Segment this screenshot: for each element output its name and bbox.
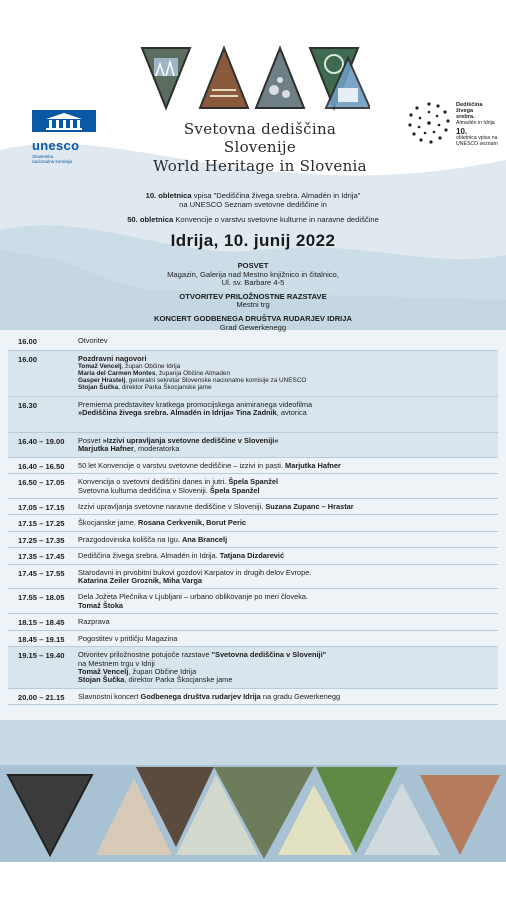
- schedule-row: [8, 614, 498, 630]
- schedule-line: Starodavni in prvobitni bukovi gozdovi Karpatov in drugih delov Evrope.: [78, 567, 312, 577]
- schedule-row: [8, 397, 498, 433]
- schedule-row: [8, 631, 498, 647]
- schedule-line: Dediščina živega srebra. Almadén in Idrija. Tatjana Dizdarević: [78, 551, 285, 561]
- schedule-time: 17.55 – 18.05: [18, 593, 65, 603]
- schedule-time: 17.05 – 17.15: [18, 503, 65, 513]
- schedule-description: [78, 631, 498, 646]
- schedule-description: [78, 433, 498, 457]
- schedule-row: [8, 589, 498, 614]
- schedule-line: Pogostitev v pritličju Magazina: [78, 633, 178, 643]
- schedule-line: Konvencija o svetovni dediščini danes in jutri. Špela Spanžel: [78, 477, 279, 487]
- intro-rest-3: Konvencije o varstvu svetovne kulturne in naravne dediščine: [173, 214, 379, 224]
- event-1-line-2: Ul. sv. Barbare 4-5: [221, 278, 285, 288]
- schedule-time: 19.15 – 19.40: [18, 651, 65, 661]
- page-title: Idrija, 10. junij 2022: [170, 231, 336, 250]
- unesco-temple-icon: [32, 110, 96, 132]
- schedule-line: Katarina Zeiler Groznik, Miha Varga: [78, 576, 203, 586]
- schedule-line: Dela Jožeta Plečnika v Ljubljani – urbano oblikovanje po meri človeka.: [78, 592, 309, 602]
- schedule-time: 18.15 – 18.45: [18, 618, 65, 628]
- intro-line-2: na UNESCO Seznam svetovne dediščine in: [179, 199, 327, 209]
- unesco-logo: [32, 110, 102, 165]
- schedule-description: [78, 397, 498, 432]
- schedule-time: 17.15 – 17.25: [18, 519, 65, 529]
- schedule-description: [78, 351, 498, 396]
- logo-title-sl: Svetovna dediščina Slovenije: [183, 120, 337, 156]
- logo-title-en: World Heritage in Slovenia: [153, 157, 367, 175]
- event-1-heading: POSVET: [237, 261, 269, 270]
- mercury-heritage-text: [456, 102, 506, 147]
- event-1-line-1: Magazin, Galerija nad Mestno knjižnico in čitalnico,: [167, 269, 339, 279]
- schedule-time: 16.00: [18, 355, 38, 364]
- schedule-time: 16.00: [18, 337, 38, 346]
- schedule-description: [78, 458, 498, 473]
- whs-line-5: obletnica vpisa na: [456, 135, 498, 141]
- schedule-row: [8, 532, 498, 548]
- whs-line-4: Almadén in Idrija: [456, 120, 495, 126]
- intro-line-3: [0, 216, 506, 225]
- schedule-line: Prazgodovinska kolišča na Igu. Ana Brancelj: [78, 534, 228, 544]
- triangle-caves-icon: [142, 48, 190, 108]
- schedule-description: [78, 532, 498, 547]
- schedule-description: [78, 614, 498, 629]
- schedule-description: [78, 689, 498, 704]
- whs-line-2: živega: [456, 108, 474, 114]
- schedule-description: [78, 589, 498, 613]
- event-2-line-1: Mestni trg: [236, 300, 270, 310]
- schedule-time: 16.30: [18, 401, 38, 410]
- schedule-row: [8, 647, 498, 689]
- schedule-description: [78, 647, 498, 688]
- schedule-time: 16.40 – 19.00: [18, 437, 65, 446]
- schedule-line: Pozdravni nagovori: [78, 354, 147, 363]
- schedule-line: Stojan Šučka, direktor Parka Škocjanske jame: [78, 675, 233, 685]
- schedule-line: Razprava: [78, 617, 110, 627]
- triangle-mercury-icon: [256, 48, 304, 108]
- schedule-row: [8, 689, 498, 705]
- schedule-line: Svetovna kulturna dediščina v Sloveniji. Špela Spanžel: [78, 485, 260, 495]
- schedule-row: [8, 333, 498, 351]
- schedule-line: Izzivi upravljanja svetovne naravne dediščine v Sloveniji. Suzana Zupanc – Hrastar: [78, 502, 354, 512]
- intro-bold-3: 50. obletnica: [127, 214, 174, 224]
- schedule-speaker: Tomaž Vencelj, župan Občine Idrija: [78, 363, 181, 371]
- schedule-line: Premierna predstavitev kratkega promocijskega animiranega videofilma: [78, 400, 313, 409]
- unesco-subtitle: [32, 154, 102, 165]
- schedule-line: Otvoritev: [78, 336, 108, 345]
- unesco-sub-2: nacionalna komisija: [32, 159, 73, 165]
- schedule-description: [78, 515, 498, 530]
- schedule-description: [78, 548, 498, 563]
- schedule-speaker: Gasper Hrastelj, generalni sekretar Slovenske nacionalne komisije za UNESCO: [78, 377, 307, 385]
- event-3-line-1: Grad Gewerkenegg: [219, 322, 287, 332]
- schedule-row: [8, 499, 498, 515]
- schedule-row: [8, 458, 498, 474]
- unesco-sub-1: Slovenska: [32, 154, 54, 159]
- schedule-time: 17.25 – 17.35: [18, 535, 65, 545]
- schedule-line: Otvoritev priložnostne potujoče razstave "Svetovna dediščina v Sloveniji": [78, 650, 327, 660]
- intro-bold-1: 10. obletnica: [145, 191, 192, 200]
- intro-text: [0, 192, 506, 224]
- event-summary: [0, 262, 506, 332]
- schedule-time: 20.00 – 21.15: [18, 692, 65, 702]
- whs-line-3: srebra.: [456, 114, 475, 120]
- schedule-line: Slavnostni koncert Godbenega društva rudarjev Idrija na gradu Gewerkenegg: [78, 691, 341, 701]
- whs-line-1: Dediščina: [456, 102, 483, 108]
- schedule-line: na Mestnem trgu v Idriji: [78, 658, 155, 668]
- schedule-line: Tomaž Štoka: [78, 600, 124, 610]
- schedule-row: [8, 351, 498, 397]
- schedule-speaker: Maria del Carmen Montes, županja Občine Almaden: [78, 370, 231, 378]
- schedule-line: Marjutka Hafner, moderatorka: [78, 444, 180, 454]
- whs-line-6: UNESCO seznam: [456, 141, 498, 147]
- schedule-line: Škocjanske jame. Rosana Cerkvenik, Borut Peric: [78, 518, 247, 528]
- unesco-wordmark: unesco: [32, 138, 80, 153]
- schedule-row: [8, 433, 498, 458]
- intro-rest-1: vpisa "Dediščina živega srebra. Almadén in Idrija": [191, 191, 361, 200]
- schedule-time: 17.35 – 17.45: [18, 552, 65, 562]
- schedule-line: »Dediščina živega srebra. Almadén in Idrija« Tina Zadnik, avtorica: [78, 408, 307, 418]
- schedule-time: 17.45 – 17.55: [18, 568, 65, 578]
- schedule-time: 16.40 – 16.50: [18, 461, 65, 471]
- event-3-heading: KONCERT GODBENEGA DRUŠTVA RUDARJEV IDRIJA: [153, 313, 352, 323]
- triangle-pile-dwellings-icon: [200, 48, 248, 108]
- schedule-line: 50 let Konvencije o varstvu svetovne dediščine – izzivi in pasti. Marjutka Hafner: [78, 460, 341, 470]
- heritage-triangle-logos: [140, 44, 370, 114]
- schedule-description: [78, 565, 498, 589]
- schedule-row: [8, 548, 498, 564]
- whs-number: 10.: [456, 127, 468, 136]
- schedule-table: [8, 333, 498, 705]
- bottom-margin: [0, 862, 506, 900]
- schedule-line: Posvet »Izzivi upravljanja svetovne dediščine v Sloveniji«: [78, 436, 279, 445]
- dotted-circle-icon: [406, 100, 452, 146]
- schedule-description: [78, 474, 498, 498]
- schedule-row: [8, 565, 498, 590]
- schedule-speaker: Stojan Šučka, direktor Parka Škocjanske jame: [78, 384, 212, 392]
- schedule-time: 16.50 – 17.05: [18, 478, 65, 488]
- schedule-description: [78, 499, 498, 514]
- schedule-row: [8, 515, 498, 531]
- schedule-line: Tomaž Vencelj, župan Občine Idrija: [78, 666, 197, 676]
- heritage-photo-strip: [0, 767, 506, 862]
- logo-title: [150, 120, 370, 175]
- schedule-time: 18.45 – 19.15: [18, 634, 65, 644]
- event-2-heading: OTVORITEV PRILOŽNOSTNE RAZSTAVE: [179, 291, 327, 301]
- schedule-row: [8, 474, 498, 499]
- schedule-description: [78, 333, 498, 350]
